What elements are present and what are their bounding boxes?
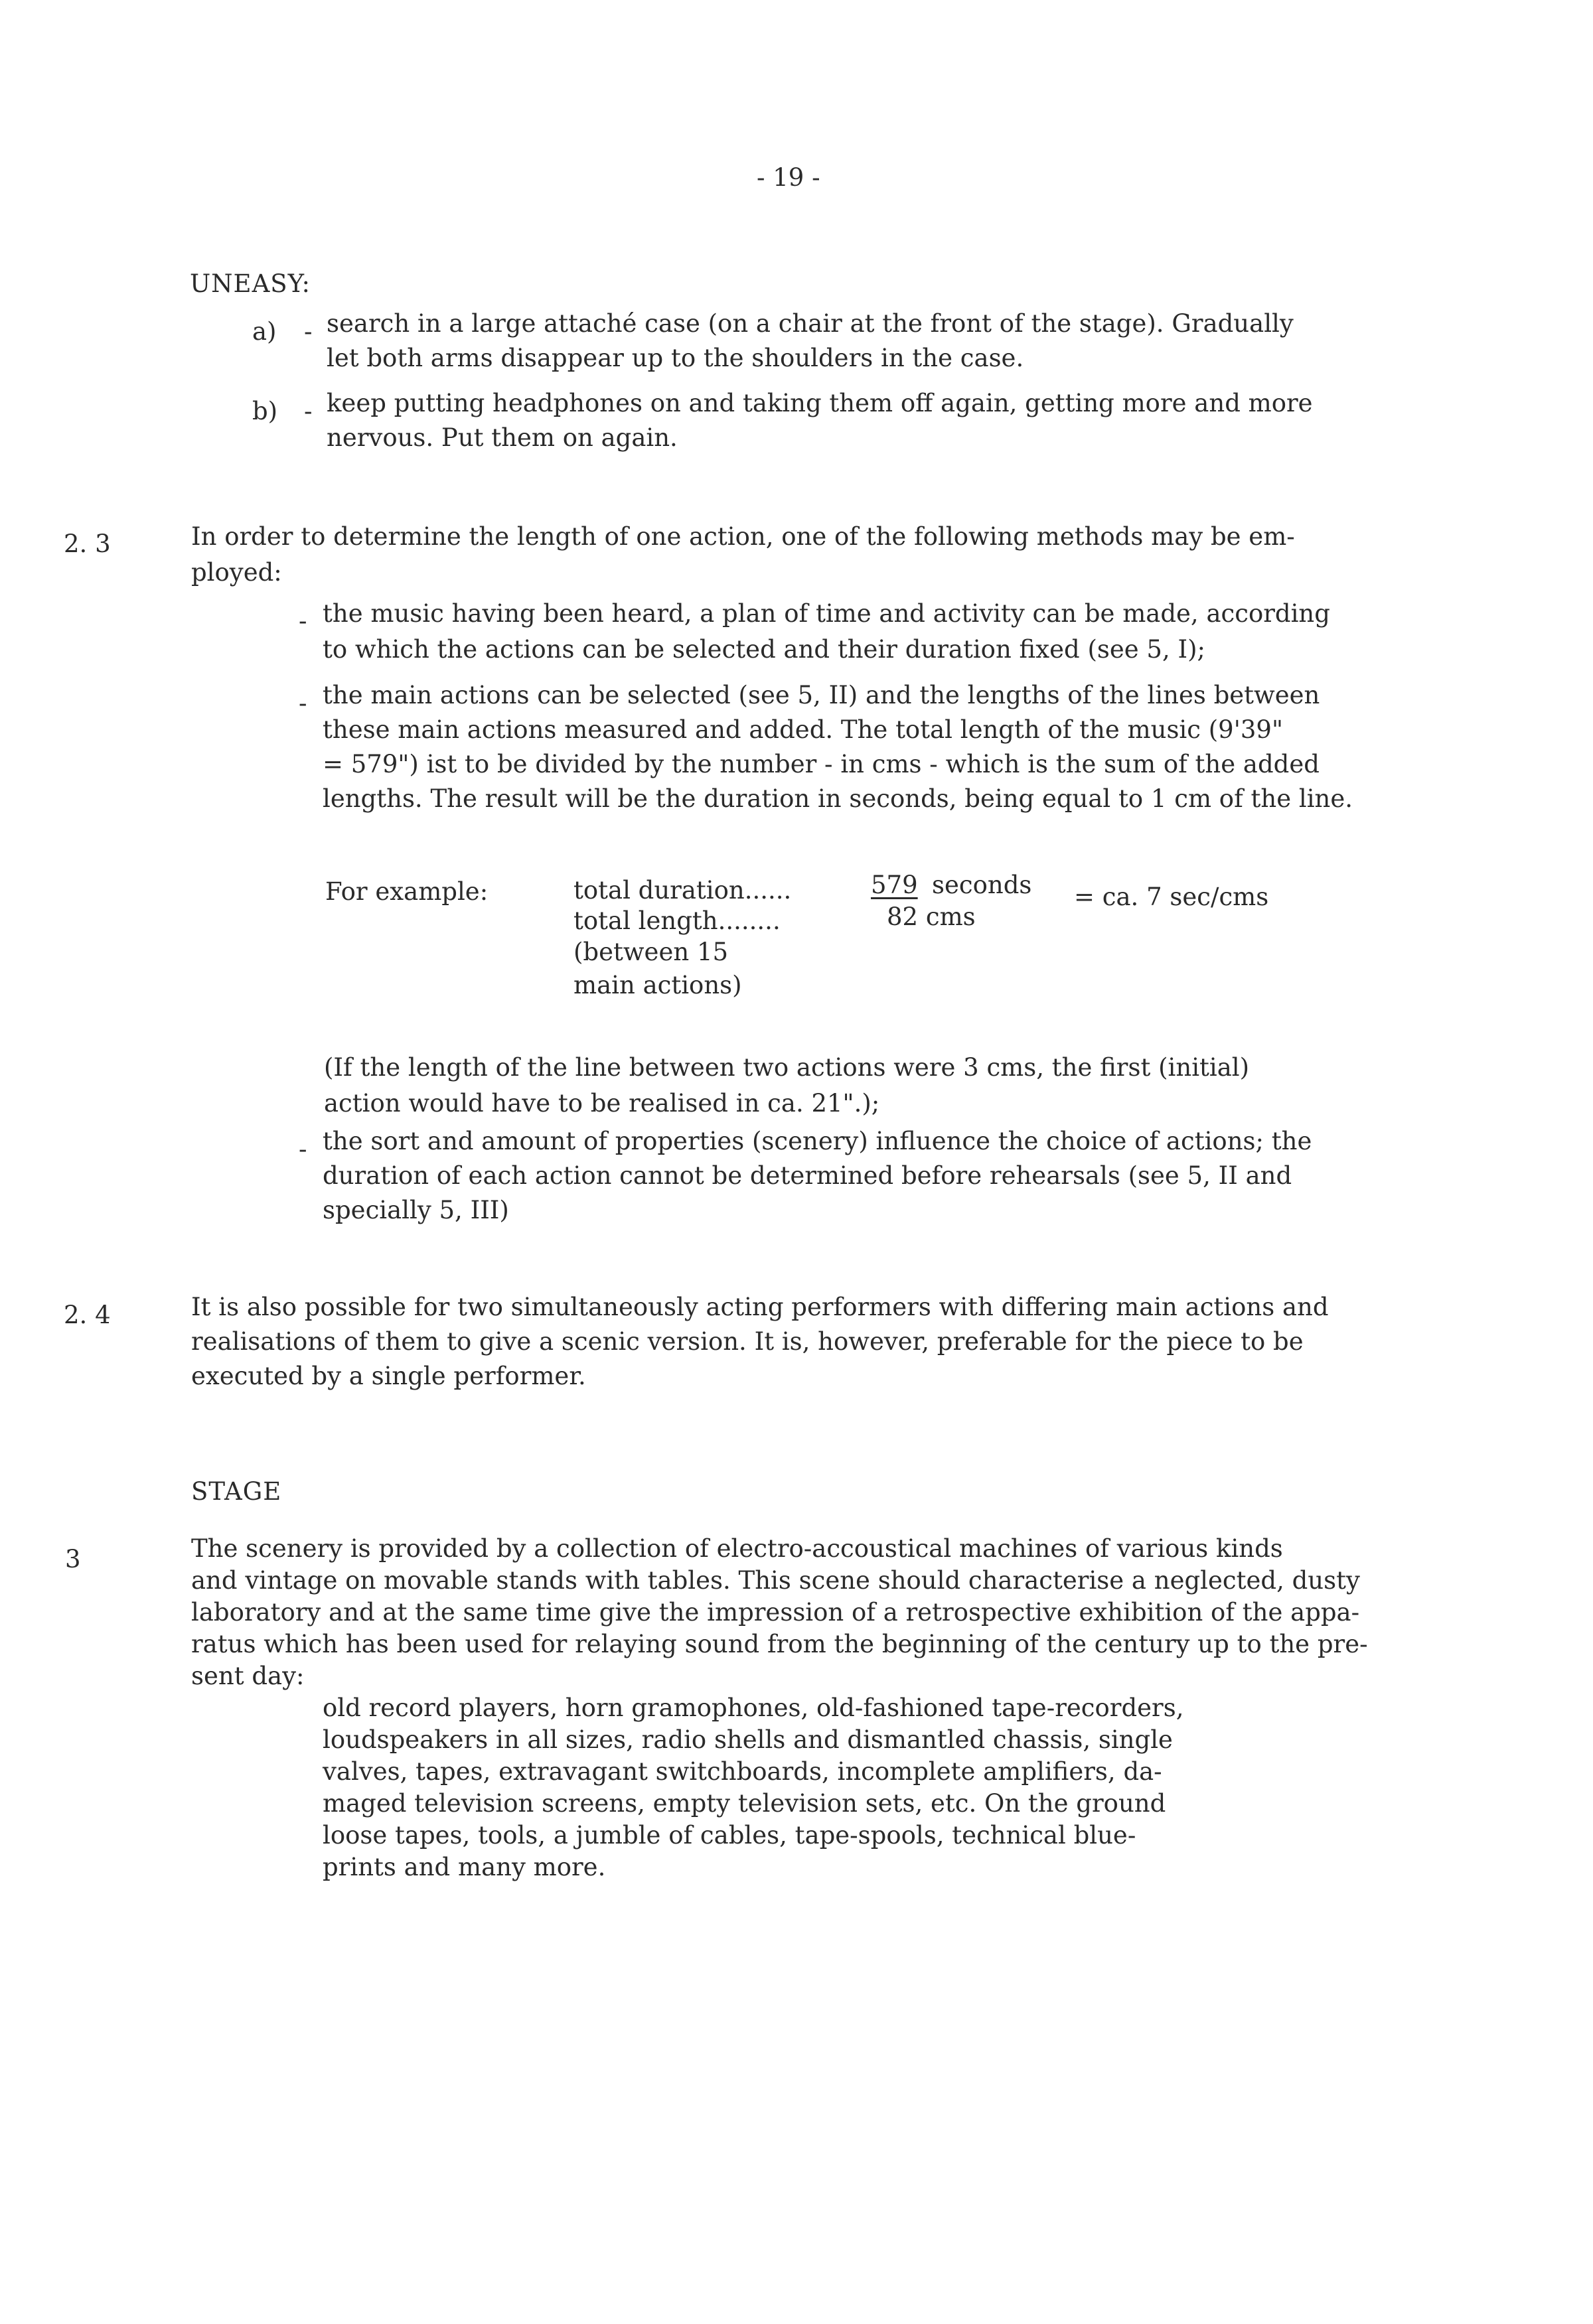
text-line: In order to determine the length of one action, one of the following methods may be em- (191, 522, 1295, 551)
bullet-dash: - (299, 1135, 307, 1163)
text-line: old record players, horn gramophones, old-fashioned tape-recorders, (323, 1694, 1184, 1722)
text-line: executed by a single performer. (191, 1362, 586, 1390)
text-line: to which the actions can be selected and their duration fixed (see 5, I); (323, 635, 1205, 664)
text-line: main actions) (573, 971, 742, 999)
text-line: valves, tapes, extravagant switchboards, incomplete amplifiers, da- (323, 1757, 1162, 1786)
stage-text (191, 1533, 1368, 1692)
duration-label: total duration...... (573, 876, 792, 905)
text-line: lengths. The result will be the duration in seconds, being equal to 1 cm of the line. (323, 784, 1353, 813)
example-note (573, 936, 742, 1002)
text-line: (between 15 (573, 938, 729, 966)
item-text (327, 307, 1294, 376)
text-line: The scenery is provided by a collection of electro-accoustical machines of various kinds (191, 1534, 1283, 1563)
example-result: = ca. 7 sec/cms (1074, 883, 1269, 911)
text-line: these main actions measured and added. The total length of the music (9'39" (323, 715, 1283, 744)
text-line: prints and many more. (323, 1853, 606, 1881)
section-2-4-text (191, 1290, 1329, 1394)
item-marker: a) (252, 317, 277, 346)
bullet-text (323, 1124, 1312, 1228)
stage-heading: STAGE (191, 1477, 282, 1506)
text-line: the sort and amount of properties (scenery) influence the choice of actions; the (323, 1127, 1312, 1155)
text-line: laboratory and at the same time give the impression of a retrospective exhibition of the appa- (191, 1598, 1360, 1627)
text-line: ratus which has been used for relaying sound from the beginning of the century up to the pre- (191, 1630, 1368, 1658)
duration-unit: seconds (932, 871, 1032, 899)
length-label: total length........ (573, 907, 781, 935)
text-line: loose tapes, tools, a jumble of cables, tape-spools, technical blue- (323, 1821, 1136, 1850)
text-line: duration of each action cannot be determined before rehearsals (see 5, II and (323, 1161, 1292, 1190)
text-line: sent day: (191, 1662, 305, 1690)
length-value: 82 cms (887, 903, 976, 931)
text-line: action would have to be realised in ca. 21".); (324, 1089, 880, 1118)
text-line: (If the length of the line between two actions were 3 cms, the first (initial) (324, 1053, 1250, 1082)
text-line: loudspeakers in all sizes, radio shells and dismantled chassis, single (323, 1725, 1173, 1754)
section-2-3-intro (191, 519, 1295, 591)
text-line: let both arms disappear up to the shoulders in the case. (327, 344, 1024, 372)
bullet-text (323, 678, 1353, 816)
bullet-dash: - (299, 607, 307, 635)
item-dash: - (304, 317, 313, 346)
equipment-list (323, 1692, 1184, 1883)
page-number: - 19 - (757, 163, 820, 192)
example-parenthetical (324, 1050, 1249, 1122)
text-line: and vintage on movable stands with tables. This scene should characterise a neglected, dusty (191, 1566, 1360, 1595)
text-line: It is also possible for two simultaneously acting performers with differing main actions and (191, 1293, 1329, 1321)
bullet-text (323, 596, 1330, 668)
text-line: the main actions can be selected (see 5, II) and the lengths of the lines between (323, 681, 1320, 709)
text-line: search in a large attaché case (on a chair at the front of the stage). Gradually (327, 309, 1294, 338)
text-line: = 579") ist to be divided by the number - in cms - which is the sum of the added (323, 750, 1320, 778)
text-line: nervous. Put them on again. (327, 423, 678, 452)
uneasy-heading: UNEASY: (190, 269, 311, 298)
item-marker: b) (252, 397, 278, 425)
text-line: maged television screens, empty television sets, etc. On the ground (323, 1789, 1166, 1818)
text-line: keep putting headphones on and taking them off again, getting more and more (327, 389, 1313, 417)
item-dash: - (304, 397, 313, 425)
section-number: 2. 4 (64, 1301, 111, 1329)
duration-value: 579 (871, 871, 918, 899)
text-line: the music having been heard, a plan of time and activity can be made, according (323, 599, 1330, 628)
section-number: 2. 3 (64, 530, 111, 558)
text-line: ployed: (191, 558, 282, 587)
text-line: realisations of them to give a scenic version. It is, however, preferable for the piece to be (191, 1327, 1304, 1356)
bullet-dash: - (299, 689, 307, 717)
section-number: 3 (65, 1545, 81, 1573)
text-line: specially 5, III) (323, 1196, 509, 1224)
item-text (327, 386, 1313, 455)
example-label: For example: (325, 877, 489, 906)
